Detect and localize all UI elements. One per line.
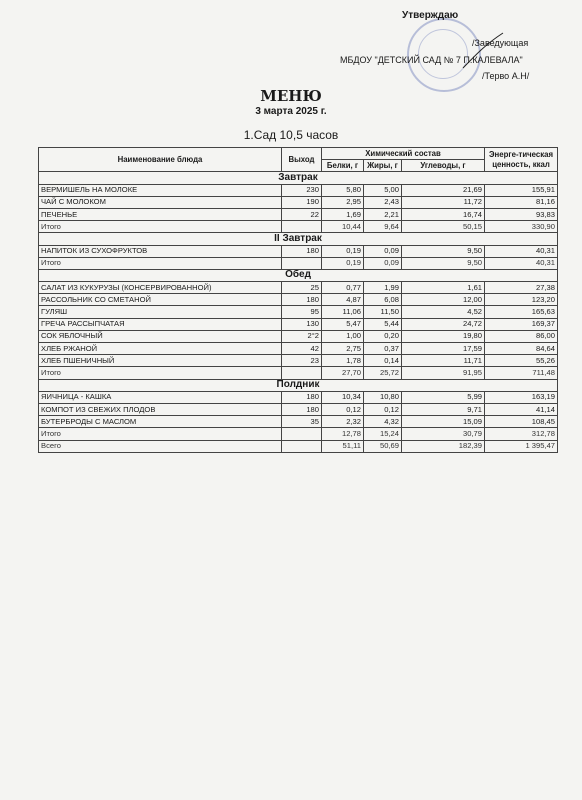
dish-name: ГУЛЯШ — [39, 306, 282, 318]
dish-yield: 130 — [282, 318, 322, 330]
dish-fat: 6,08 — [364, 294, 402, 306]
table-row — [39, 403, 558, 415]
dish-energy: 123,20 — [485, 294, 558, 306]
column-header-chemical: Химический состав — [322, 148, 485, 160]
total-row — [39, 221, 558, 233]
approval-position: /Заведующая — [472, 38, 529, 48]
column-header-protein: Белки, г — [322, 160, 364, 172]
dish-yield — [282, 221, 322, 233]
dish-yield: 190 — [282, 196, 322, 208]
dish-carbs: 19,80 — [402, 330, 485, 342]
dish-fat: 11,50 — [364, 306, 402, 318]
dish-energy: 40,31 — [485, 245, 558, 257]
dish-fat: 2,43 — [364, 196, 402, 208]
dish-carbs: 30,79 — [402, 428, 485, 440]
menu-table — [38, 147, 558, 453]
dish-carbs: 15,09 — [402, 416, 485, 428]
dish-energy: 41,14 — [485, 403, 558, 415]
dish-energy: 165,63 — [485, 306, 558, 318]
column-header-energy: Энерге-тическая ценность, ккал — [485, 148, 558, 172]
dish-carbs: 1,61 — [402, 282, 485, 294]
approval-name: /Терво А.Н/ — [482, 71, 530, 81]
dish-yield: 2°2 — [282, 330, 322, 342]
table-row — [39, 391, 558, 403]
dish-carbs: 9,71 — [402, 403, 485, 415]
dish-protein: 1,00 — [322, 330, 364, 342]
dish-protein: 12,78 — [322, 428, 364, 440]
table-row — [39, 245, 558, 257]
dish-fat: 15,24 — [364, 428, 402, 440]
meal-section-header — [39, 269, 558, 281]
dish-energy: 169,37 — [485, 318, 558, 330]
total-row — [39, 367, 558, 379]
table-row — [39, 196, 558, 208]
dish-energy: 84,64 — [485, 343, 558, 355]
dish-energy: 27,38 — [485, 282, 558, 294]
dish-fat: 0,20 — [364, 330, 402, 342]
table-row — [39, 208, 558, 220]
dish-protein: 0,77 — [322, 282, 364, 294]
dish-name: ЧАЙ С МОЛОКОМ — [39, 196, 282, 208]
page-title: МЕНЮ — [260, 87, 322, 105]
column-header-carbs: Углеводы, г — [402, 160, 485, 172]
dish-name: Итого — [39, 428, 282, 440]
dish-yield: 180 — [282, 294, 322, 306]
table-row — [39, 318, 558, 330]
dish-name: РАССОЛЬНИК СО СМЕТАНОЙ — [39, 294, 282, 306]
table-row — [39, 355, 558, 367]
dish-fat: 2,21 — [364, 208, 402, 220]
meal-section-title: Обед — [39, 269, 558, 281]
dish-protein: 5,47 — [322, 318, 364, 330]
meal-section-header — [39, 172, 558, 184]
table-row — [39, 416, 558, 428]
dish-yield — [282, 440, 322, 452]
table-row — [39, 184, 558, 196]
dish-carbs: 9,50 — [402, 257, 485, 269]
group-label: 1.Сад 10,5 часов — [243, 128, 339, 142]
dish-protein: 1,78 — [322, 355, 364, 367]
dish-energy: 163,19 — [485, 391, 558, 403]
dish-yield: 25 — [282, 282, 322, 294]
meal-section-header — [39, 233, 558, 245]
dish-carbs: 21,69 — [402, 184, 485, 196]
dish-energy: 40,31 — [485, 257, 558, 269]
meal-section-title: Завтрак — [39, 172, 558, 184]
dish-name: НАПИТОК ИЗ СУХОФРУКТОВ — [39, 245, 282, 257]
meal-section-header — [39, 379, 558, 391]
dish-fat: 0,09 — [364, 245, 402, 257]
dish-carbs: 5,99 — [402, 391, 485, 403]
dish-fat: 0,09 — [364, 257, 402, 269]
dish-yield: 230 — [282, 184, 322, 196]
dish-yield: 180 — [282, 391, 322, 403]
dish-fat: 5,44 — [364, 318, 402, 330]
dish-protein: 11,06 — [322, 306, 364, 318]
dish-fat: 0,14 — [364, 355, 402, 367]
dish-yield — [282, 428, 322, 440]
column-header-fat: Жиры, г — [364, 160, 402, 172]
dish-fat: 0,12 — [364, 403, 402, 415]
dish-carbs: 91,95 — [402, 367, 485, 379]
dish-name: ГРЕЧА РАССЫПЧАТАЯ — [39, 318, 282, 330]
dish-energy: 711,48 — [485, 367, 558, 379]
table-row — [39, 343, 558, 355]
dish-carbs: 12,00 — [402, 294, 485, 306]
dish-carbs: 4,52 — [402, 306, 485, 318]
table-row — [39, 330, 558, 342]
table-row — [39, 282, 558, 294]
dish-protein: 51,11 — [322, 440, 364, 452]
dish-fat: 10,80 — [364, 391, 402, 403]
dish-name: ВЕРМИШЕЛЬ НА МОЛОКЕ — [39, 184, 282, 196]
dish-protein: 2,75 — [322, 343, 364, 355]
dish-carbs: 24,72 — [402, 318, 485, 330]
dish-yield: 180 — [282, 245, 322, 257]
dish-energy: 1 395,47 — [485, 440, 558, 452]
dish-carbs: 16,74 — [402, 208, 485, 220]
dish-name: ПЕЧЕНЬЕ — [39, 208, 282, 220]
column-header-yield: Выход — [282, 148, 322, 172]
meal-section-title: II Завтрак — [39, 233, 558, 245]
dish-fat: 0,37 — [364, 343, 402, 355]
dish-name: ХЛЕБ РЖАНОЙ — [39, 343, 282, 355]
dish-fat: 25,72 — [364, 367, 402, 379]
dish-name: СОК ЯБЛОЧНЫЙ — [39, 330, 282, 342]
table-row — [39, 306, 558, 318]
dish-name: ХЛЕБ ПШЕНИЧНЫЙ — [39, 355, 282, 367]
dish-protein: 27,70 — [322, 367, 364, 379]
dish-name: КОМПОТ ИЗ СВЕЖИХ ПЛОДОВ — [39, 403, 282, 415]
dish-name: Итого — [39, 257, 282, 269]
approval-heading: Утверждаю — [402, 10, 459, 21]
column-header-name: Наименование блюда — [39, 148, 282, 172]
dish-fat: 4,32 — [364, 416, 402, 428]
total-row — [39, 257, 558, 269]
dish-fat: 50,69 — [364, 440, 402, 452]
dish-protein: 2,32 — [322, 416, 364, 428]
total-row — [39, 440, 558, 452]
menu-table-body — [39, 172, 558, 452]
dish-energy: 330,90 — [485, 221, 558, 233]
dish-carbs: 182,39 — [402, 440, 485, 452]
dish-yield — [282, 367, 322, 379]
dish-energy: 81,16 — [485, 196, 558, 208]
dish-energy: 108,45 — [485, 416, 558, 428]
dish-carbs: 17,59 — [402, 343, 485, 355]
dish-name: ЯИЧНИЦА - КАШКА — [39, 391, 282, 403]
dish-protein: 0,19 — [322, 257, 364, 269]
dish-energy: 312,78 — [485, 428, 558, 440]
dish-fat: 1,99 — [364, 282, 402, 294]
dish-yield: 42 — [282, 343, 322, 355]
dish-protein: 10,44 — [322, 221, 364, 233]
dish-energy: 55,26 — [485, 355, 558, 367]
dish-energy: 155,91 — [485, 184, 558, 196]
dish-yield: 35 — [282, 416, 322, 428]
dish-name: БУТЕРБРОДЫ С МАСЛОМ — [39, 416, 282, 428]
meal-section-title: Полдник — [39, 379, 558, 391]
dish-fat: 5,00 — [364, 184, 402, 196]
dish-energy: 93,83 — [485, 208, 558, 220]
dish-carbs: 11,71 — [402, 355, 485, 367]
dish-protein: 2,95 — [322, 196, 364, 208]
menu-date: 3 марта 2025 г. — [255, 106, 327, 117]
dish-name: Всего — [39, 440, 282, 452]
dish-yield: 180 — [282, 403, 322, 415]
dish-carbs: 50,15 — [402, 221, 485, 233]
dish-name: Итого — [39, 221, 282, 233]
dish-name: САЛАТ ИЗ КУКУРУЗЫ (КОНСЕРВИРОВАННОЙ) — [39, 282, 282, 294]
total-row — [39, 428, 558, 440]
dish-fat: 9,64 — [364, 221, 402, 233]
dish-protein: 5,80 — [322, 184, 364, 196]
dish-yield: 95 — [282, 306, 322, 318]
dish-yield: 22 — [282, 208, 322, 220]
dish-carbs: 11,72 — [402, 196, 485, 208]
dish-protein: 0,12 — [322, 403, 364, 415]
dish-yield — [282, 257, 322, 269]
table-row — [39, 294, 558, 306]
dish-protein: 1,69 — [322, 208, 364, 220]
signature-icon — [458, 28, 508, 73]
dish-protein: 4,87 — [322, 294, 364, 306]
approval-organization: МБДОУ "ДЕТСКИЙ САД № 7 П.КАЛЕВАЛА" — [340, 55, 523, 65]
dish-yield: 23 — [282, 355, 322, 367]
dish-name: Итого — [39, 367, 282, 379]
dish-carbs: 9,50 — [402, 245, 485, 257]
dish-energy: 86,00 — [485, 330, 558, 342]
dish-protein: 0,19 — [322, 245, 364, 257]
dish-protein: 10,34 — [322, 391, 364, 403]
